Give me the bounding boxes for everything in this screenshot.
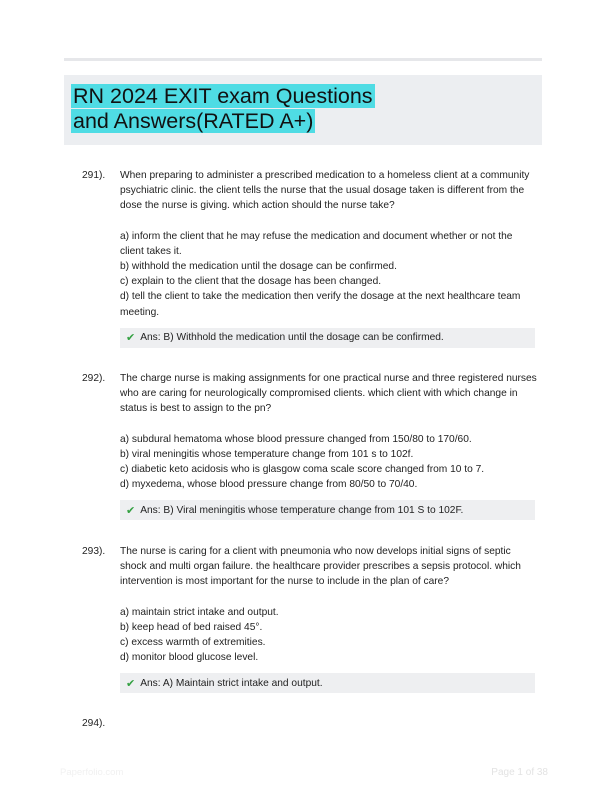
top-divider: [64, 58, 542, 61]
answer-text: Ans: B) Withhold the medication until the dosage can be confirmed.: [140, 332, 444, 344]
question-text: The charge nurse is making assignments for one practical nurse and three registered nurses who are caring for neurologically compromised clients. which client with which change in status is best to assign to the pn?: [120, 373, 537, 415]
answer-box: [120, 328, 535, 348]
options-list: [120, 605, 538, 666]
check-icon: ✔: [126, 503, 136, 517]
question-text: When preparing to administer a prescribed medication to a homeless client at a community psychiatric clinic. the client tells the nurse that the usual dosage taken is different from the dose the nurse is giving. which action should the nurse take?: [120, 170, 530, 212]
document-title: [71, 84, 411, 134]
option-d: d) monitor blood glucose level.: [120, 652, 259, 664]
options-list: [120, 229, 538, 320]
option-d: d) myxedema, whose blood pressure change from 80/50 to 70/40.: [120, 479, 418, 491]
option-a: a) inform the client that he may refuse the medication and document whether or not the client takes it.: [120, 230, 513, 257]
answer-text: Ans: B) Viral meningitis whose temperature change from 101 S to 102F.: [140, 504, 464, 516]
question-291: [82, 168, 542, 348]
question-number: 292).: [82, 373, 106, 384]
option-b: b) keep head of bed raised 45°.: [120, 621, 263, 633]
page-number: Page 1 of 38: [491, 767, 548, 778]
question-number: 294).: [82, 718, 106, 729]
question-number: 293).: [82, 546, 106, 557]
answer-box: [120, 500, 535, 520]
question-number: 291).: [82, 170, 106, 181]
answer-box: [120, 673, 535, 693]
option-c: c) explain to the client that the dosage has been changed.: [120, 276, 382, 288]
option-c: c) excess warmth of extremities.: [120, 637, 266, 649]
option-b: b) withhold the medication until the dosage can be confirmed.: [120, 261, 397, 273]
option-a: a) maintain strict intake and output.: [120, 606, 279, 618]
document-title-text: RN 2024 EXIT exam Questions and Answers(RATED A+): [73, 84, 373, 133]
footer-watermark: Paperfolio.com: [60, 767, 124, 778]
options-list: [120, 432, 538, 493]
option-d: d) tell the client to take the medication then verify the dosage at the next healthcare team meeting.: [120, 291, 521, 318]
question-292: [82, 371, 542, 520]
answer-text: Ans: A) Maintain strict intake and output.: [140, 677, 323, 689]
question-text: The nurse is caring for a client with pneumonia who now develops initial signs of septic shock and multi organ failure. the healthcare provider prescribes a sepsis protocol. which intervention is most important for the nurse to include in the plan of care?: [120, 546, 521, 588]
check-icon: ✔: [126, 676, 136, 690]
question-293: [82, 544, 542, 693]
option-c: c) diabetic keto acidosis who is glasgow coma scale score changed from 10 to 7.: [120, 464, 485, 476]
option-b: b) viral meningitis whose temperature change from 101 s to 102f.: [120, 448, 414, 460]
check-icon: ✔: [126, 331, 136, 345]
option-a: a) subdural hematoma whose blood pressure changed from 150/80 to 170/60.: [120, 433, 472, 445]
